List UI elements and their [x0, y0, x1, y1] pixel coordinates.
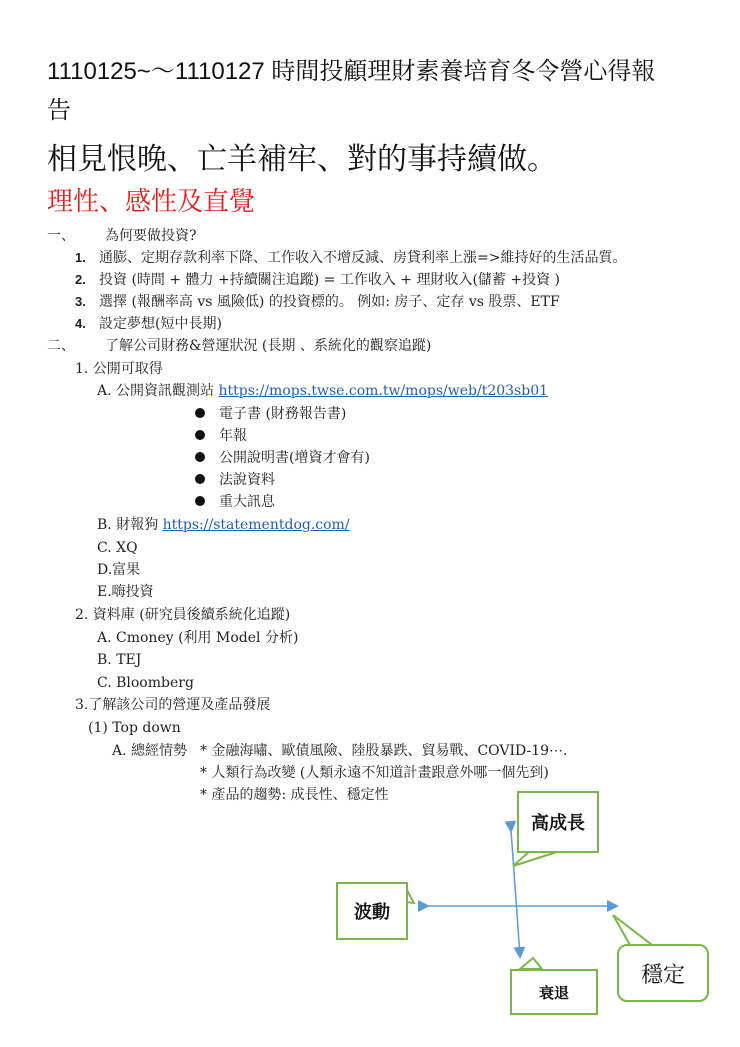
bullet-text: 電子書 (財務報告書) [219, 406, 347, 422]
mops-link[interactable]: https://mops.twse.com.tw/mops/web/t203sb01 [218, 383, 549, 399]
sub1-c-label: C. XQ [97, 540, 138, 556]
macro-point: * 金融海嘯、歐債風險、陸股暴跌、貿易戰、COVID-19⋯. [200, 743, 568, 759]
sub1-b-label: B. 財報狗 [97, 517, 163, 533]
sub2-label: 2. 資料庫 (研究員後續系統化追蹤) [75, 607, 291, 623]
document-title-line2: 告 [47, 96, 71, 124]
macro-point: * 產品的趨勢: 成長性、穩定性 [200, 787, 389, 803]
section-heading-red: 理性、感性及直覺 [47, 187, 256, 217]
callout-volatility: 波動 [336, 882, 408, 940]
document-title-line1: 1110125~～1110127 時間投顧理財素養培育冬令營心得報 [47, 58, 656, 85]
bullet-text: 公開說明書(增資才會有) [219, 450, 370, 466]
sub2-item: C. Bloomberg [97, 675, 194, 691]
item-text: 選擇 (報酬率高 vs 風險低) 的投資標的。 例如: 房子、定存 vs 股票、ETF [99, 294, 560, 310]
section1-marker: 一、 [47, 228, 75, 244]
sub1-label: 1. 公開可取得 [75, 361, 163, 377]
section2-marker: 二、 [47, 338, 75, 354]
item-text: 通膨、定期存款利率下降、工作收入不增反減、房貸利率上漲=>維持好的生活品質。 [99, 250, 627, 266]
item-text: 設定夢想(短中長期) [99, 316, 222, 332]
bullet-text: 重大訊息 [219, 494, 275, 510]
item-number: 1. [75, 250, 86, 265]
item-number: 2. [75, 272, 86, 287]
callout-high-growth: 高成長 [517, 791, 599, 853]
statementdog-link[interactable]: https://statementdog.com/ [162, 517, 350, 533]
sub1-d-label: D.富果 [97, 562, 141, 578]
sub2-item: A. Cmoney (利用 Model 分析) [97, 630, 299, 646]
callout-recession: 衰退 [510, 969, 598, 1015]
macro-label: A. 總經情勢 [112, 743, 188, 759]
item-text: 投資 (時間 + 體力 +持續關注追蹤) = 工作收入 + 理財收入(儲蓄 +投資 ) [99, 272, 561, 288]
document-subtitle: 相見恨晚、亡羊補牢、對的事持續做。 [47, 142, 557, 177]
callout-stable: 穩定 [617, 944, 709, 1002]
section1-heading: 為何要做投資? [105, 228, 197, 244]
sub3-label: 3.了解該公司的營運及產品發展 [75, 697, 271, 713]
macro-point: * 人類行為改變 (人類永遠不知道計畫跟意外哪一個先到) [200, 765, 549, 781]
item-number: 3. [75, 294, 86, 309]
section2-heading: 了解公司財務&營運狀況 (長期 、系統化的觀察追蹤) [105, 338, 432, 354]
sub1-e-label: E.嗨投資 [97, 584, 154, 600]
bullet-text: 法說資料 [219, 472, 275, 488]
sub2-item: B. TEJ [97, 652, 142, 668]
item-number: 4. [75, 316, 86, 331]
sub1-a-label: A. 公開資訊觀測站 [97, 383, 219, 399]
bullet-text: 年報 [219, 428, 247, 444]
topdown-label: (1) Top down [88, 720, 181, 736]
